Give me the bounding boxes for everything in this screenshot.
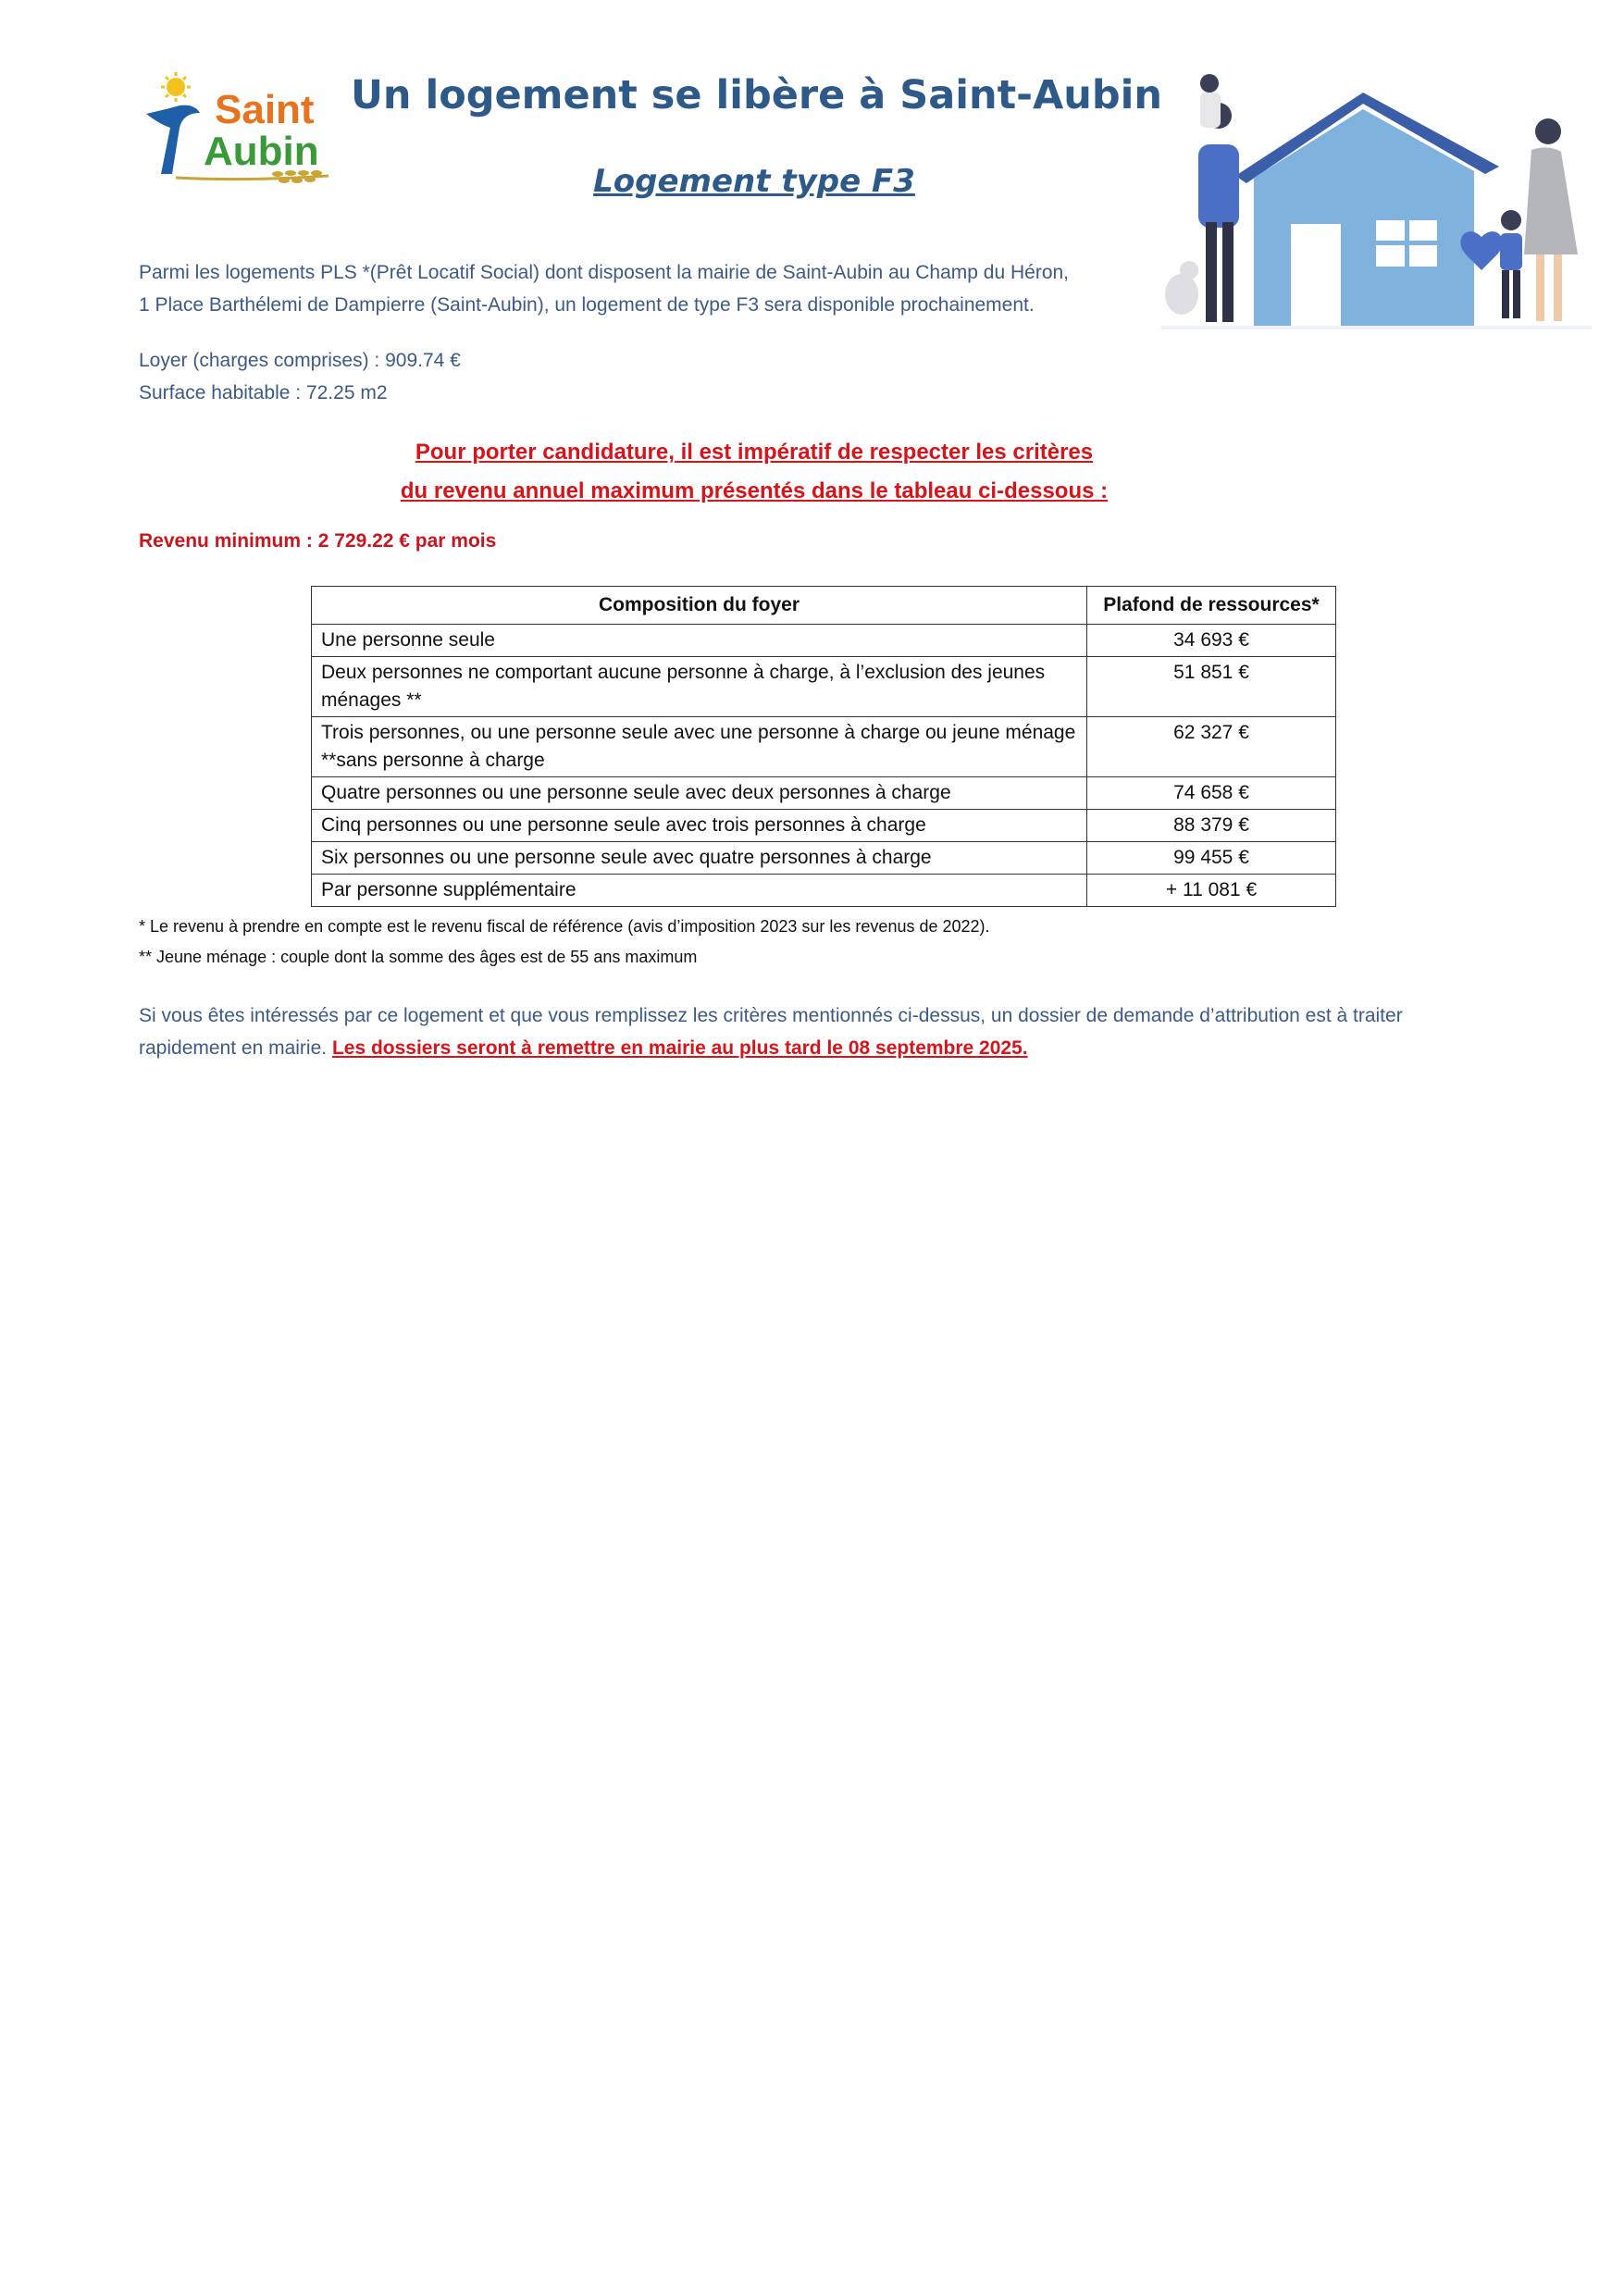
footnote-young-household: ** Jeune ménage : couple dont la somme des âges est de 55 ans maximum [139,948,698,966]
ceiling-cell: 88 379 € [1087,810,1336,842]
rent-line: Loyer (charges comprises) : 909.74 € [139,350,461,371]
household-cell: Par personne supplémentaire [312,875,1087,907]
housing-details [139,344,879,409]
ceiling-cell: 74 658 € [1087,777,1336,810]
table-header-row [312,587,1336,625]
household-cell: Six personnes ou une personne seule avec quatre personnes à charge [312,842,1087,875]
page-title: Un logement se libère à Saint-Aubin [350,72,1163,118]
minimum-income: Revenu minimum : 2 729.22 € par mois [139,530,497,552]
page-subtitle: Logement type F3 [593,163,915,200]
ceiling-cell: + 11 081 € [1087,875,1336,907]
table-row [312,842,1336,875]
intro-paragraph [139,256,1203,321]
household-cell: Une personne seule [312,625,1087,657]
ceiling-cell: 99 455 € [1087,842,1336,875]
household-cell: Quatre personnes ou une personne seule avec deux personnes à charge [312,777,1087,810]
household-cell: Trois personnes, ou une personne seule avec une personne à charge ou jeune ménage **sans personne à charge [312,717,1087,777]
intro-line-2: 1 Place Barthélemi de Dampierre (Saint-Aubin), un logement de type F3 sera disponible prochainement. [139,294,1035,316]
ceiling-cell: 62 327 € [1087,717,1336,777]
footnotes [139,912,990,973]
household-cell: Cinq personnes ou une personne seule avec trois personnes à charge [312,810,1087,842]
ceiling-cell: 34 693 € [1087,625,1336,657]
table-row [312,717,1336,777]
header-household-composition: Composition du foyer [312,587,1087,625]
surface-line: Surface habitable : 72.25 m2 [139,382,388,403]
candidature-notice [278,433,1231,511]
income-ceiling-table [311,586,1336,907]
table-row [312,657,1336,717]
header-income-ceiling: Plafond de ressources* [1087,587,1336,625]
ceiling-cell: 51 851 € [1087,657,1336,717]
table-row [312,777,1336,810]
closing-paragraph [139,999,1471,1064]
table-row [312,625,1336,657]
household-cell: Deux personnes ne comportant aucune personne à charge, à l’exclusion des jeunes ménages ** [312,657,1087,717]
closing-text: Si vous êtes intéressés par ce logement et que vous remplissez les critères mentionnés ci-dessus, un dossier de demande d’attribution est à traiter rapidement en mairie. [139,1005,1403,1059]
family-house-illustration [1161,65,1592,333]
table-row [312,810,1336,842]
notice-line-1: Pour porter candidature, il est impératif de respecter les critères [415,440,1094,465]
table-row [312,875,1336,907]
footnote-revenue: * Le revenu à prendre en compte est le revenu fiscal de référence (avis d’imposition 2023 sur les revenus de 2022). [139,917,990,936]
logo-line-saint: Saint [215,87,315,132]
notice-line-2: du revenu annuel maximum présentés dans le tableau ci-dessous : [400,478,1109,503]
logo-line-aubin: Aubin [204,129,319,174]
deadline-text: Les dossiers seront à remettre en mairie au plus tard le 08 septembre 2025. [331,1037,1028,1059]
intro-line-1: Parmi les logements PLS *(Prêt Locatif Social) dont disposent la mairie de Saint-Aubin au Champ du Héron, [139,262,1070,283]
